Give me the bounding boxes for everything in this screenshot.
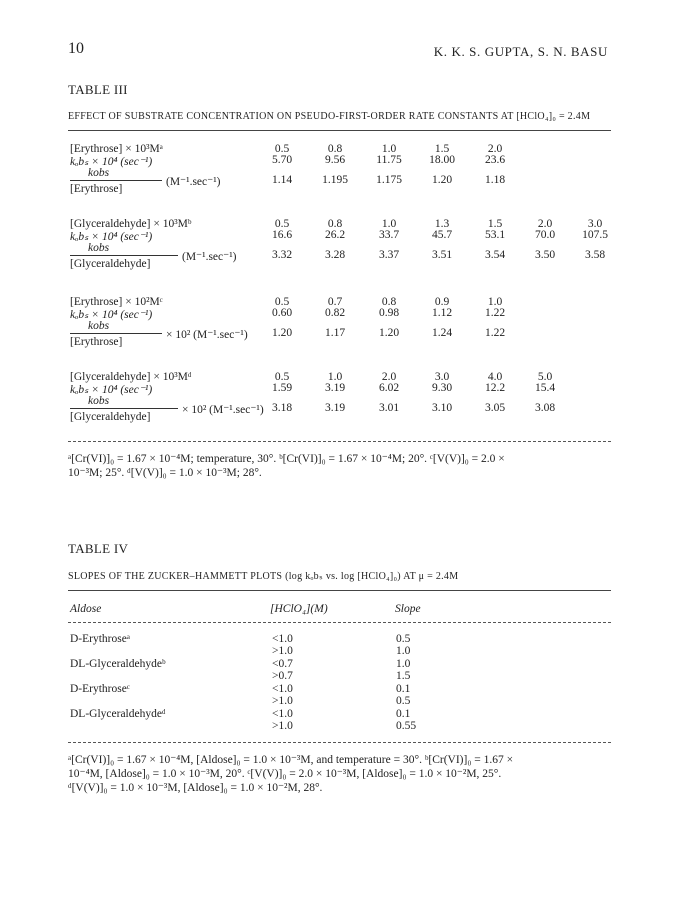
- table3-cell-conc: 1.0: [327, 371, 343, 383]
- table3-cell-kobs: 1.12: [431, 307, 453, 319]
- table3-cell-conc: 1.0: [487, 296, 503, 308]
- table3-cell-ratio: 1.24: [431, 327, 453, 339]
- table4-footnote-line1: ᵃ[Cr(VI)]₀ = 1.67 × 10⁻⁴M, [Aldose]₀ = 1.0 × 10⁻³M, and temperature = 30°. ᵇ[Cr(VI)]₀ = 1.67 ×: [68, 754, 514, 766]
- table3-cell-kobs: 5.70: [271, 154, 293, 166]
- table3-cell-conc: 2.0: [487, 143, 503, 155]
- table3-cell-conc: 1.3: [434, 218, 450, 230]
- table3-footnote-line2: 10⁻³M; 25°. ᵈ[V(V)]₀ = 1.0 × 10⁻³M; 28°.: [68, 467, 262, 479]
- table4-footnote-line3: ᵈ[V(V)]₀ = 1.0 × 10⁻³M, [Aldose]₀ = 1.0 × 10⁻²M, 28°.: [68, 782, 323, 794]
- page-number: 10: [68, 40, 84, 57]
- table3-cell-conc: 0.8: [327, 218, 343, 230]
- table3-cell-ratio: 3.01: [378, 402, 400, 414]
- table4-slope-cell: 0.1: [396, 683, 411, 695]
- table3-cell-kobs: 107.5: [582, 229, 608, 241]
- table4-slope-cell: 0.5: [396, 633, 411, 645]
- table3-cell-ratio: 1.18: [484, 174, 506, 186]
- table3-top-rule: [68, 130, 611, 131]
- table3-cell-ratio: 3.58: [584, 249, 606, 261]
- running-head: K. K. S. GUPTA, S. N. BASU: [433, 44, 608, 59]
- table3-cell-kobs: 9.56: [324, 154, 346, 166]
- table3-footnote: [68, 452, 613, 480]
- table3-cell-ratio: 3.08: [534, 402, 556, 414]
- table3-cell-ratio: 1.195: [322, 174, 348, 186]
- table3-cell-ratio: 3.50: [534, 249, 556, 261]
- table3-cell-conc: 0.5: [274, 218, 290, 230]
- table3-cell-kobs: 23.6: [484, 154, 506, 166]
- table4-aldose-cell: D-Erythroseᶜ: [70, 683, 130, 695]
- table4-slope-cell: 0.5: [396, 695, 411, 707]
- table3-kobs-label: kₒbₛ × 10⁴ (sec⁻¹): [70, 231, 153, 243]
- table3-cell-ratio: 3.54: [484, 249, 506, 261]
- table4-header-hclo4: [HClO₄](M): [270, 603, 328, 615]
- table3-ratio-label: [70, 395, 270, 431]
- table4-hclo4-cell: <1.0: [272, 683, 293, 695]
- table4-caption: SLOPES OF THE ZUCKER–HAMMETT PLOTS (log kₒbₛ vs. log [HClO₄]₀) AT μ = 2.4M: [68, 571, 459, 582]
- table4-aldose-cell: DL-Glyceraldehydeᵇ: [70, 658, 166, 670]
- table4-slope-cell: 0.1: [396, 708, 411, 720]
- table3-cell-kobs: 12.2: [484, 382, 506, 394]
- ratio-numerator: kobs: [88, 320, 110, 332]
- table3-cell-conc: 0.9: [434, 296, 450, 308]
- table3-conc-label: [Erythrose] × 10³Mᵃ: [70, 143, 163, 155]
- table4-hclo4-cell: >1.0: [272, 720, 293, 732]
- ratio-denominator: [Glyceraldehyde]: [70, 411, 151, 423]
- table3-cell-ratio: 3.19: [324, 402, 346, 414]
- table4-hclo4-cell: >1.0: [272, 645, 293, 657]
- table3-cell-kobs: 3.19: [324, 382, 346, 394]
- table4-aldose-cell: D-Erythroseᵃ: [70, 633, 130, 645]
- table3-cell-conc: 0.7: [327, 296, 343, 308]
- fraction-bar: [70, 408, 178, 409]
- table3-cell-conc: 0.8: [327, 143, 343, 155]
- table4-header-aldose: Aldose: [70, 603, 102, 615]
- table3-cell-conc: 4.0: [487, 371, 503, 383]
- table3-cell-conc: 1.5: [487, 218, 503, 230]
- table3-cell-ratio: 3.28: [324, 249, 346, 261]
- table3-cell-kobs: 33.7: [378, 229, 400, 241]
- table3-cell-kobs: 1.59: [271, 382, 293, 394]
- table3-cell-ratio: 3.10: [431, 402, 453, 414]
- table3-kobs-label: kₒbₛ × 10⁴ (sec⁻¹): [70, 156, 153, 168]
- table3-cell-ratio: 3.51: [431, 249, 453, 261]
- table4-slope-cell: 1.0: [396, 645, 411, 657]
- table3-cell-kobs: 1.22: [484, 307, 506, 319]
- table4-hclo4-cell: >0.7: [272, 670, 293, 682]
- table3-cell-conc: 0.5: [274, 371, 290, 383]
- table4-slope-cell: 0.55: [396, 720, 417, 732]
- table3-footnote-line1: ᵃ[Cr(VI)]₀ = 1.67 × 10⁻⁴M; temperature, 30°. ᵇ[Cr(VI)]₀ = 1.67 × 10⁻⁴M; 20°. ᶜ[V(V)]₀ = 2.0 ×: [68, 453, 505, 465]
- table3-cell-conc: 0.5: [274, 143, 290, 155]
- table3-cell-conc: 1.5: [434, 143, 450, 155]
- table3-cell-ratio: 1.22: [484, 327, 506, 339]
- table3-conc-label: [Erythrose] × 10²Mᶜ: [70, 296, 163, 308]
- table3-cell-conc: 1.0: [381, 143, 397, 155]
- table4-top-rule: [68, 590, 611, 591]
- table3-cell-kobs: 0.82: [324, 307, 346, 319]
- ratio-denominator: [Glyceraldehyde]: [70, 258, 151, 270]
- table3-cell-kobs: 11.75: [376, 154, 402, 166]
- table3-cell-conc: 0.8: [381, 296, 397, 308]
- table3-bottom-rule: [68, 441, 611, 442]
- table3-cell-ratio: 3.18: [271, 402, 293, 414]
- table3-cell-conc: 1.0: [381, 218, 397, 230]
- table3-cell-kobs: 70.0: [534, 229, 556, 241]
- table3-cell-kobs: 0.98: [378, 307, 400, 319]
- table3-cell-kobs: 26.2: [324, 229, 346, 241]
- fraction-bar: [70, 180, 162, 181]
- ratio-numerator: kobs: [88, 167, 110, 179]
- table3-label: TABLE III: [68, 82, 128, 97]
- ratio-denominator: [Erythrose]: [70, 183, 123, 195]
- table4-footnote: [68, 753, 613, 795]
- table3-cell-conc: 2.0: [381, 371, 397, 383]
- table3-cell-conc: 0.5: [274, 296, 290, 308]
- table3-cell-ratio: 3.37: [378, 249, 400, 261]
- ratio-denominator: [Erythrose]: [70, 336, 123, 348]
- table4-header-rule: [68, 622, 611, 623]
- table3-cell-ratio: 1.20: [431, 174, 453, 186]
- table4-header-slope: Slope: [395, 603, 421, 615]
- table3-caption: EFFECT OF SUBSTRATE CONCENTRATION ON PSEUDO-FIRST-ORDER RATE CONSTANTS AT [HClO₄]₀ = 2.4M: [68, 111, 591, 122]
- table3-cell-ratio: 1.17: [324, 327, 346, 339]
- ratio-units: × 10² (M⁻¹.sec⁻¹): [166, 329, 248, 341]
- table3-cell-kobs: 9.30: [431, 382, 453, 394]
- table3-cell-ratio: 1.20: [378, 327, 400, 339]
- table4-label: TABLE IV: [68, 541, 129, 556]
- table3-cell-ratio: 1.175: [376, 174, 402, 186]
- table3-cell-ratio: 3.05: [484, 402, 506, 414]
- fraction-bar: [70, 333, 162, 334]
- table4-footnote-line2: 10⁻⁴M, [Aldose]₀ = 1.0 × 10⁻³M, 20°. ᶜ[V(V)]₀ = 2.0 × 10⁻³M, [Aldose]₀ = 1.0 × 10⁻²M, 25°.: [68, 768, 502, 780]
- ratio-units: (M⁻¹.sec⁻¹): [166, 176, 221, 188]
- ratio-numerator: kobs: [88, 242, 110, 254]
- ratio-numerator: kobs: [88, 395, 110, 407]
- table3-cell-kobs: 0.60: [271, 307, 293, 319]
- table4-hclo4-cell: >1.0: [272, 695, 293, 707]
- table3-cell-conc: 3.0: [587, 218, 603, 230]
- table3-cell-kobs: 18.00: [429, 154, 455, 166]
- table4-hclo4-cell: <1.0: [272, 708, 293, 720]
- fraction-bar: [70, 255, 178, 256]
- table3-cell-kobs: 6.02: [378, 382, 400, 394]
- table3-cell-kobs: 16.6: [271, 229, 293, 241]
- table4-hclo4-cell: <0.7: [272, 658, 293, 670]
- table3-cell-conc: 3.0: [434, 371, 450, 383]
- table3-ratio-label: [70, 167, 270, 203]
- table3-cell-conc: 2.0: [537, 218, 553, 230]
- table3-cell-ratio: 1.20: [271, 327, 293, 339]
- table3-cell-kobs: 53.1: [484, 229, 506, 241]
- table4-aldose-cell: DL-Glyceraldehydeᵈ: [70, 708, 166, 720]
- table3-cell-conc: 5.0: [537, 371, 553, 383]
- table3-conc-label: [Glyceraldehyde] × 10³Mᵈ: [70, 371, 192, 383]
- table3-cell-kobs: 45.7: [431, 229, 453, 241]
- table3-kobs-label: kₒbₛ × 10⁴ (sec⁻¹): [70, 384, 153, 396]
- table4-hclo4-cell: <1.0: [272, 633, 293, 645]
- table4-slope-cell: 1.5: [396, 670, 411, 682]
- table3-ratio-label: [70, 242, 270, 278]
- table4-bottom-rule: [68, 742, 611, 743]
- table3-kobs-label: kₒbₛ × 10⁴ (sec⁻¹): [70, 309, 153, 321]
- table3-conc-label: [Glyceraldehyde] × 10³Mᵇ: [70, 218, 192, 230]
- table3-cell-ratio: 3.32: [271, 249, 293, 261]
- table3-cell-kobs: 15.4: [534, 382, 556, 394]
- table3-ratio-label: [70, 320, 270, 356]
- ratio-units: × 10² (M⁻¹.sec⁻¹): [182, 404, 264, 416]
- table3-cell-ratio: 1.14: [271, 174, 293, 186]
- ratio-units: (M⁻¹.sec⁻¹): [182, 251, 237, 263]
- table4-slope-cell: 1.0: [396, 658, 411, 670]
